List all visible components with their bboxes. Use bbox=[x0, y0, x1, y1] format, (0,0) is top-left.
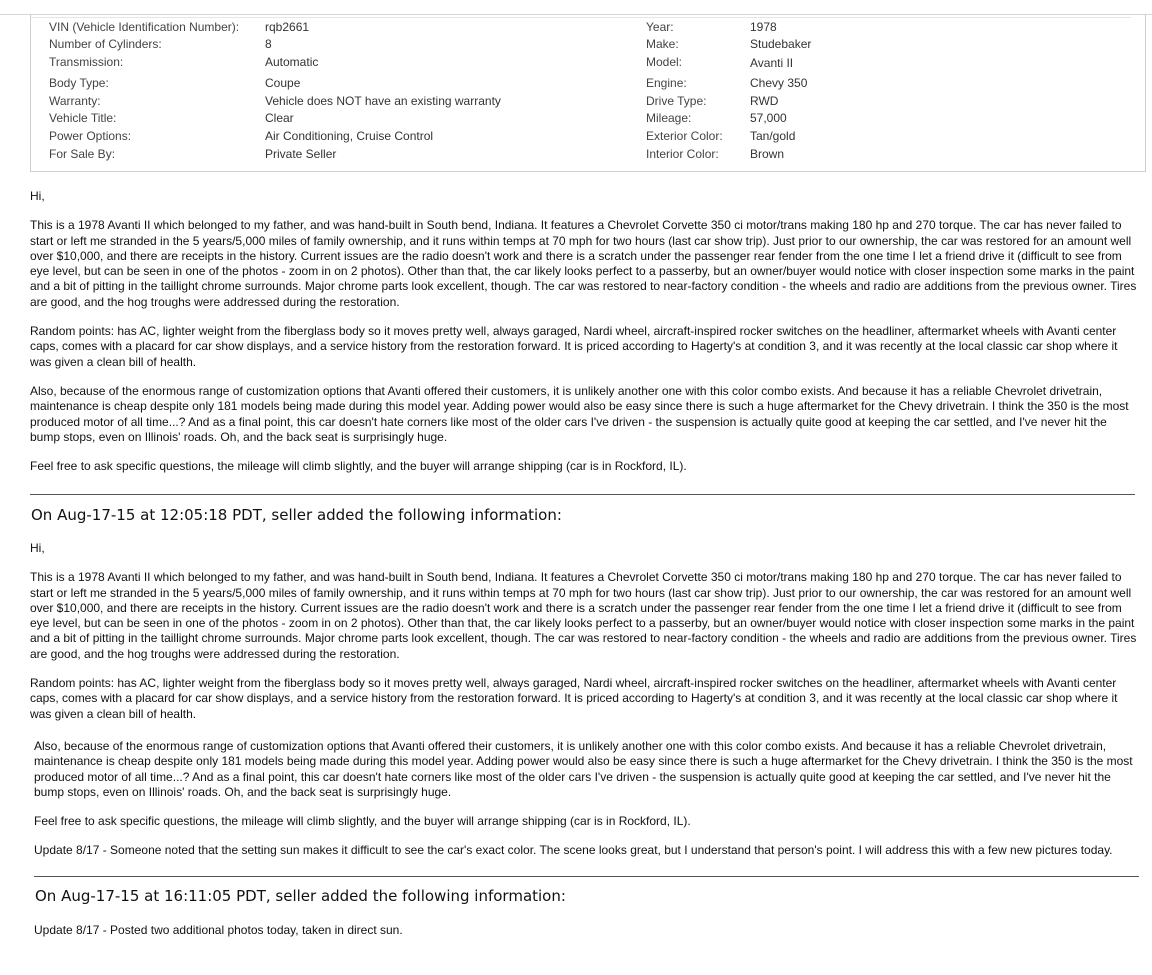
spec-label-model: Model: bbox=[646, 55, 683, 69]
update-description-continued bbox=[34, 739, 1142, 873]
spec-label-vin: VIN (Vehicle Identification Number): bbox=[49, 20, 240, 34]
spec-value-transmission: Automatic bbox=[265, 55, 319, 69]
spec-value-power-options: Air Conditioning, Cruise Control bbox=[265, 129, 434, 143]
spec-value-title: Clear bbox=[265, 111, 294, 125]
spec-label-for-sale-by: For Sale By: bbox=[49, 147, 116, 161]
seller-update-heading: On Aug-17-15 at 16:11:05 PDT, seller added the following information: bbox=[35, 887, 566, 905]
spec-label-body-type: Body Type: bbox=[49, 76, 109, 90]
description-paragraph: Also, because of the enormous range of customization options that Avanti offered their customers, it is unlikely another one with this color combo exists. And because it has a reliable Chevrolet drivetrain, maintenance is cheap despite only 181 models being made during this model year. Adding power would also be easy since there is such a huge aftermarket for the Chevy drivetrain. I think the 350 is the most produced motor of all time...? And as a final point, this car doesn't hate corners like most of the older cars I've driven - the suspension is actually quite good at keeping the car settled, and I've never hit the bump stops, even on Illinois' roads. Oh, and the back seat is surprisingly huge. bbox=[30, 383, 1129, 444]
item-specifics-box bbox=[30, 14, 1146, 172]
spec-label-warranty: Warranty: bbox=[49, 94, 101, 108]
spec-label-engine: Engine: bbox=[646, 76, 687, 90]
description-paragraph: Random points: has AC, lighter weight from the fiberglass body so it moves pretty well, always garaged, Nardi wheel, aircraft-inspired rocker switches on the headliner, aftermarket wheels with Avanti center caps, comes with a placard for car show displays, and a service history from the restoration forward. It is priced according to Hagerty's at condition 3, and it was recently at the local classic car shop where it was given a clean bill of health. bbox=[30, 324, 1118, 369]
spec-value-drive-type: RWD bbox=[750, 94, 779, 108]
spec-label-power-options: Power Options: bbox=[49, 129, 132, 143]
description-paragraph: Also, because of the enormous range of customization options that Avanti offered their customers, it is unlikely another one with this color combo exists. And because it has a reliable Chevrolet drivetrain, maintenance is cheap despite only 181 models being made during this model year. Adding power would also be easy since there is such a huge aftermarket for the Chevy drivetrain. I think the 350 is the most produced motor of all time...? And as a final point, this car doesn't hate corners like most of the older cars I've driven - the suspension is actually quite good at keeping the car settled, and I've never hit the bump stops, even on Illinois' roads. Oh, and the back seat is surprisingly huge. bbox=[34, 739, 1133, 799]
spec-value-exterior-color: Tan/gold bbox=[750, 129, 796, 143]
spec-label-transmission: Transmission: bbox=[49, 55, 124, 69]
description-greeting: Hi, bbox=[30, 541, 45, 555]
spec-label-make: Make: bbox=[646, 37, 679, 51]
spec-label-exterior-color: Exterior Color: bbox=[646, 129, 723, 143]
description-paragraph: This is a 1978 Avanti II which belonged to my father, and was hand-built in South bend, Indiana. It features a Chevrolet Corvette 350 ci motor/trans making 180 hp and 270 torque. The car has never failed to start or left me stranded in the 5 years/5,000 miles of family ownership, and it runs within temps at 70 mph for two hours (last car show trip). Just prior to our ownership, the car was restored for an amount well over $10,000, and there are receipts in the history. Current issues are the radio doesn't work and there is a scratch under the passenger rear fender from the one time I let a friend drive it (difficult to see from eye level, but can be seen in one of the photos - zoom in on 2 photos). Other than that, the car likely looks perfect to a passerby, but an owner/buyer would notice with closer inspection some marks in the paint and a bit of pitting in the taillight chrome surrounds. Major chrome parts look excellent, though. The car was restored to near-factory condition - the wheels and radio are additions from the previous owner. Tires are good, and the hog troughs were addressed during the restoration. bbox=[30, 570, 1137, 661]
spec-value-interior-color: Brown bbox=[750, 147, 785, 161]
spec-value-engine: Chevy 350 bbox=[750, 76, 808, 90]
update-paragraph: Update 8/17 - Someone noted that the setting sun makes it difficult to see the car's exact color. The scene looks great, but I understand that person's point. I will address this with a few new pictures today. bbox=[34, 843, 1113, 858]
description-greeting: Hi, bbox=[30, 189, 45, 203]
section-divider bbox=[30, 494, 1135, 495]
spec-label-mileage: Mileage: bbox=[646, 111, 692, 125]
spec-label-drive-type: Drive Type: bbox=[646, 94, 707, 108]
spec-value-body-type: Coupe bbox=[265, 76, 301, 90]
seller-update-heading: On Aug-17-15 at 12:05:18 PDT, seller added the following information: bbox=[31, 506, 562, 524]
spec-top-rule bbox=[31, 17, 1131, 18]
spec-value-year: 1978 bbox=[750, 20, 777, 34]
description-paragraph: Feel free to ask specific questions, the mileage will climb slightly, and the buyer will arrange shipping (car is in Rockford, IL). bbox=[30, 459, 687, 474]
spec-value-vin: rqb2661 bbox=[265, 20, 310, 34]
spec-value-warranty: Vehicle does NOT have an existing warranty bbox=[265, 94, 501, 108]
item-description bbox=[30, 189, 1138, 488]
spec-value-make: Studebaker bbox=[750, 37, 812, 51]
description-paragraph: This is a 1978 Avanti II which belonged to my father, and was hand-built in South bend, Indiana. It features a Chevrolet Corvette 350 ci motor/trans making 180 hp and 270 torque. The car has never failed to start or left me stranded in the 5 years/5,000 miles of family ownership, and it runs within temps at 70 mph for two hours (last car show trip). Just prior to our ownership, the car was restored for an amount well over $10,000, and there are receipts in the history. Current issues are the radio doesn't work and there is a scratch under the passenger rear fender from the one time I let a friend drive it (difficult to see from eye level, but can be seen in one of the photos - zoom in on 2 photos). Other than that, the car likely looks perfect to a passerby, but an owner/buyer would notice with closer inspection some marks in the paint and a bit of pitting in the taillight chrome surrounds. Major chrome parts look excellent, though. The car was restored to near-factory condition - the wheels and radio are additions from the previous owner. Tires are good, and the hog troughs were addressed during the restoration. bbox=[30, 218, 1137, 309]
update-paragraph: Update 8/17 - Posted two additional photos today, taken in direct sun. bbox=[34, 923, 403, 937]
description-paragraph: Random points: has AC, lighter weight from the fiberglass body so it moves pretty well, always garaged, Nardi wheel, aircraft-inspired rocker switches on the headliner, aftermarket wheels with Avanti center caps, comes with a placard for car show displays, and a service history from the restoration forward. It is priced according to Hagerty's at condition 3, and it was recently at the local classic car shop where it was given a clean bill of health. bbox=[30, 676, 1118, 721]
spec-label-cylinders: Number of Cylinders: bbox=[49, 37, 162, 51]
spec-value-model: Avanti II bbox=[750, 56, 794, 70]
section-divider bbox=[34, 876, 1139, 877]
description-paragraph: Feel free to ask specific questions, the mileage will climb slightly, and the buyer will arrange shipping (car is in Rockford, IL). bbox=[34, 814, 691, 829]
spec-value-cylinders: 8 bbox=[265, 37, 272, 51]
spec-value-for-sale-by: Private Seller bbox=[265, 147, 337, 161]
spec-label-year: Year: bbox=[646, 20, 674, 34]
spec-label-interior-color: Interior Color: bbox=[646, 147, 719, 161]
update-2-body bbox=[34, 923, 1142, 952]
update-description bbox=[30, 541, 1138, 736]
spec-value-mileage: 57,000 bbox=[750, 111, 787, 125]
spec-label-title: Vehicle Title: bbox=[49, 111, 117, 125]
